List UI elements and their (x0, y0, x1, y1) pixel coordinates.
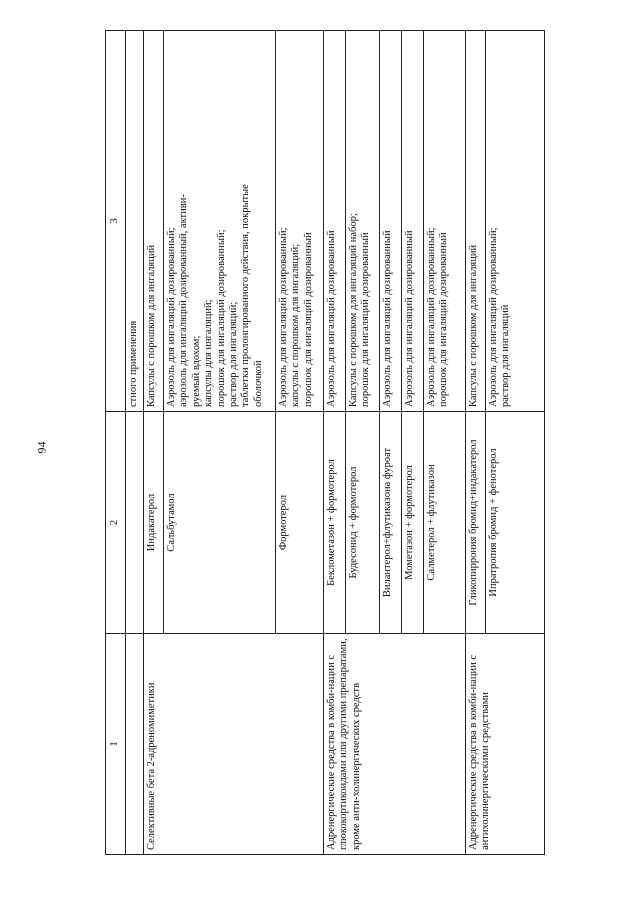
dosage-forms: Капсулы с порошком для ингаляций набор; порошок для ингаляций дозированный (346, 31, 380, 412)
dosage-forms: Аэрозоль для ингаляций дозированный; капсулы с порошком для ингаляций; порошок для ингаляций дозированный (276, 31, 324, 412)
drug-name: Вилантерол+флутиказона фуроат (380, 412, 402, 634)
drug-name: Формотерол (276, 412, 324, 634)
dosage-forms: Аэрозоль для ингаляций дозированный (402, 31, 424, 412)
dosage-forms: Аэрозоль для ингаляций дозированный; аэрозоль для ингаляций дозированный, активи- руемый вдохом; капсулы для ингаляций; порошок для ингаляций дозированный; раствор для ингаляций; таблетки пролонгированного действия, покрытые оболочкой (164, 31, 276, 412)
dosage-forms: Аэрозоль для ингаляций дозированный (324, 31, 346, 412)
header-col-3: 3 (106, 31, 126, 412)
dosage-forms: Аэрозоль для ингаляций дозированный; раствор для ингаляций (486, 31, 545, 412)
group-label: Адренергические средства в комби-нации с глюкокортикоидами или другими препаратами, кроме анти-холинергических средств (324, 634, 466, 855)
rotated-table-frame (105, 58, 545, 855)
header-col-1: 1 (106, 634, 126, 855)
table-row (324, 31, 346, 855)
header-col-2: 2 (106, 412, 126, 634)
group-label: Селективные бета 2-адреномиметики (144, 634, 324, 855)
dosage-forms: Капсулы с порошком для ингаляций (466, 31, 486, 412)
page-number: 94 (34, 441, 49, 454)
drug-name: Гликопиррония бромид+индакатерол (466, 412, 486, 634)
continuation-row (126, 31, 144, 855)
table-row (466, 31, 486, 855)
continuation-empty-2 (126, 412, 144, 634)
drug-name: Мометазон + формотерол (402, 412, 424, 634)
drug-name: Беклометазон + формотерол (324, 412, 346, 634)
dosage-forms: Аэрозоль для ингаляций дозированный (380, 31, 402, 412)
group-label: Адренергические средства в комби-нации с антихолинергическими средствами (466, 634, 545, 855)
dosage-forms: Аэрозоль для ингаляций дозированный; порошок для ингаляций дозированный (424, 31, 466, 412)
header-row (106, 31, 126, 855)
drug-name: Салметерол + флутиказон (424, 412, 466, 634)
dosage-forms: Капсулы с порошком для ингаляций (144, 31, 164, 412)
drug-name: Ипратропия бромид + фенотерол (486, 412, 545, 634)
table-row (144, 31, 164, 855)
drug-name: Сальбутамол (164, 412, 276, 634)
drug-name: Индакатерол (144, 412, 164, 634)
drug-name: Будесонид + формотерол (346, 412, 380, 634)
continuation-text: стного применения (126, 31, 144, 412)
continuation-empty-1 (126, 634, 144, 855)
drug-table (105, 30, 545, 855)
